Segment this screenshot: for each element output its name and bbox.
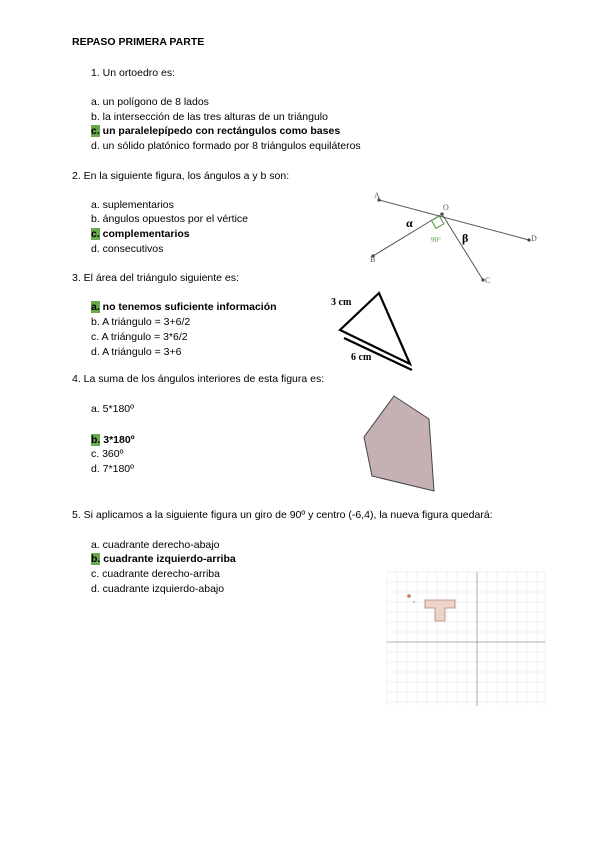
q5-option-b-answer: b. cuadrante izquierdo-arriba <box>91 553 236 565</box>
triangle-figure <box>328 288 438 378</box>
coordinate-grid-figure <box>387 572 547 712</box>
q1-option-d: d. un sólido platónico formado por 8 triángulos equiláteros <box>91 140 361 152</box>
q2-option-a: a. suplementarios <box>91 199 174 211</box>
answer-highlight: c. <box>91 125 100 137</box>
point-label-c: C <box>485 276 491 285</box>
answer-highlight: a. <box>91 301 100 313</box>
q3-option-a-answer: a. no tenemos suficiente información <box>91 301 277 313</box>
q1-option-a: a. un polígono de 8 lados <box>91 96 209 108</box>
point-label-a: A <box>374 191 380 200</box>
q5-option-d: d. cuadrante izquierdo-abajo <box>91 583 225 595</box>
point-label-b: B <box>370 255 376 264</box>
q2-option-c-answer: c. complementarios <box>91 228 190 240</box>
point-label-d: D <box>531 234 537 243</box>
beta-label: β <box>462 231 469 245</box>
q1-option-b: b. la intersección de las tres alturas de un triángulo <box>91 111 328 123</box>
q4-option-d: d. 7*180º <box>91 463 134 475</box>
pentagon-figure <box>362 394 442 494</box>
answer-highlight: b. <box>91 553 101 565</box>
q5-option-a: a. cuadrante derecho-abajo <box>91 539 220 551</box>
q5-option-c: c. cuadrante derecho-arriba <box>91 568 220 580</box>
q2-stem: 2. En la siguiente figura, los ángulos a y b son: <box>72 170 290 182</box>
q2-option-b: b. ángulos opuestos por el vértice <box>91 213 249 225</box>
right-angle-label: 90° <box>431 236 441 244</box>
page-title: REPASO PRIMERA PARTE <box>72 36 205 48</box>
q3-option-c: c. A triángulo = 3*6/2 <box>91 331 188 343</box>
side-label-3cm: 3 cm <box>331 297 352 308</box>
q4-stem: 4. La suma de los ángulos interiores de esta figura es: <box>72 373 325 385</box>
q5-stem: 5. Si aplicamos a la siguiente figura un giro de 90º y centro (-6,4), la nueva figura quedará: <box>72 509 493 521</box>
q3-stem: 3. El área del triángulo siguiente es: <box>72 272 239 284</box>
q4-option-a: a. 5*180º <box>91 403 134 415</box>
q2-option-d: d. consecutivos <box>91 243 164 255</box>
answer-highlight: b. <box>91 434 101 446</box>
q4-option-c: c. 360º <box>91 448 124 460</box>
answer-highlight: c. <box>91 228 100 240</box>
angle-figure <box>365 190 555 290</box>
q1-stem: 1. Un ortoedro es: <box>91 67 176 79</box>
alpha-label: α <box>406 216 413 230</box>
side-label-6cm: 6 cm <box>351 352 372 363</box>
q1-option-c-answer: c. un paralelepípedo con rectángulos como bases <box>91 125 341 137</box>
q3-option-d: d. A triángulo = 3+6 <box>91 346 182 358</box>
q4-option-b-answer: b. 3*180º <box>91 434 135 446</box>
q3-option-b: b. A triángulo = 3+6/2 <box>91 316 191 328</box>
point-label-o: O <box>443 203 449 212</box>
